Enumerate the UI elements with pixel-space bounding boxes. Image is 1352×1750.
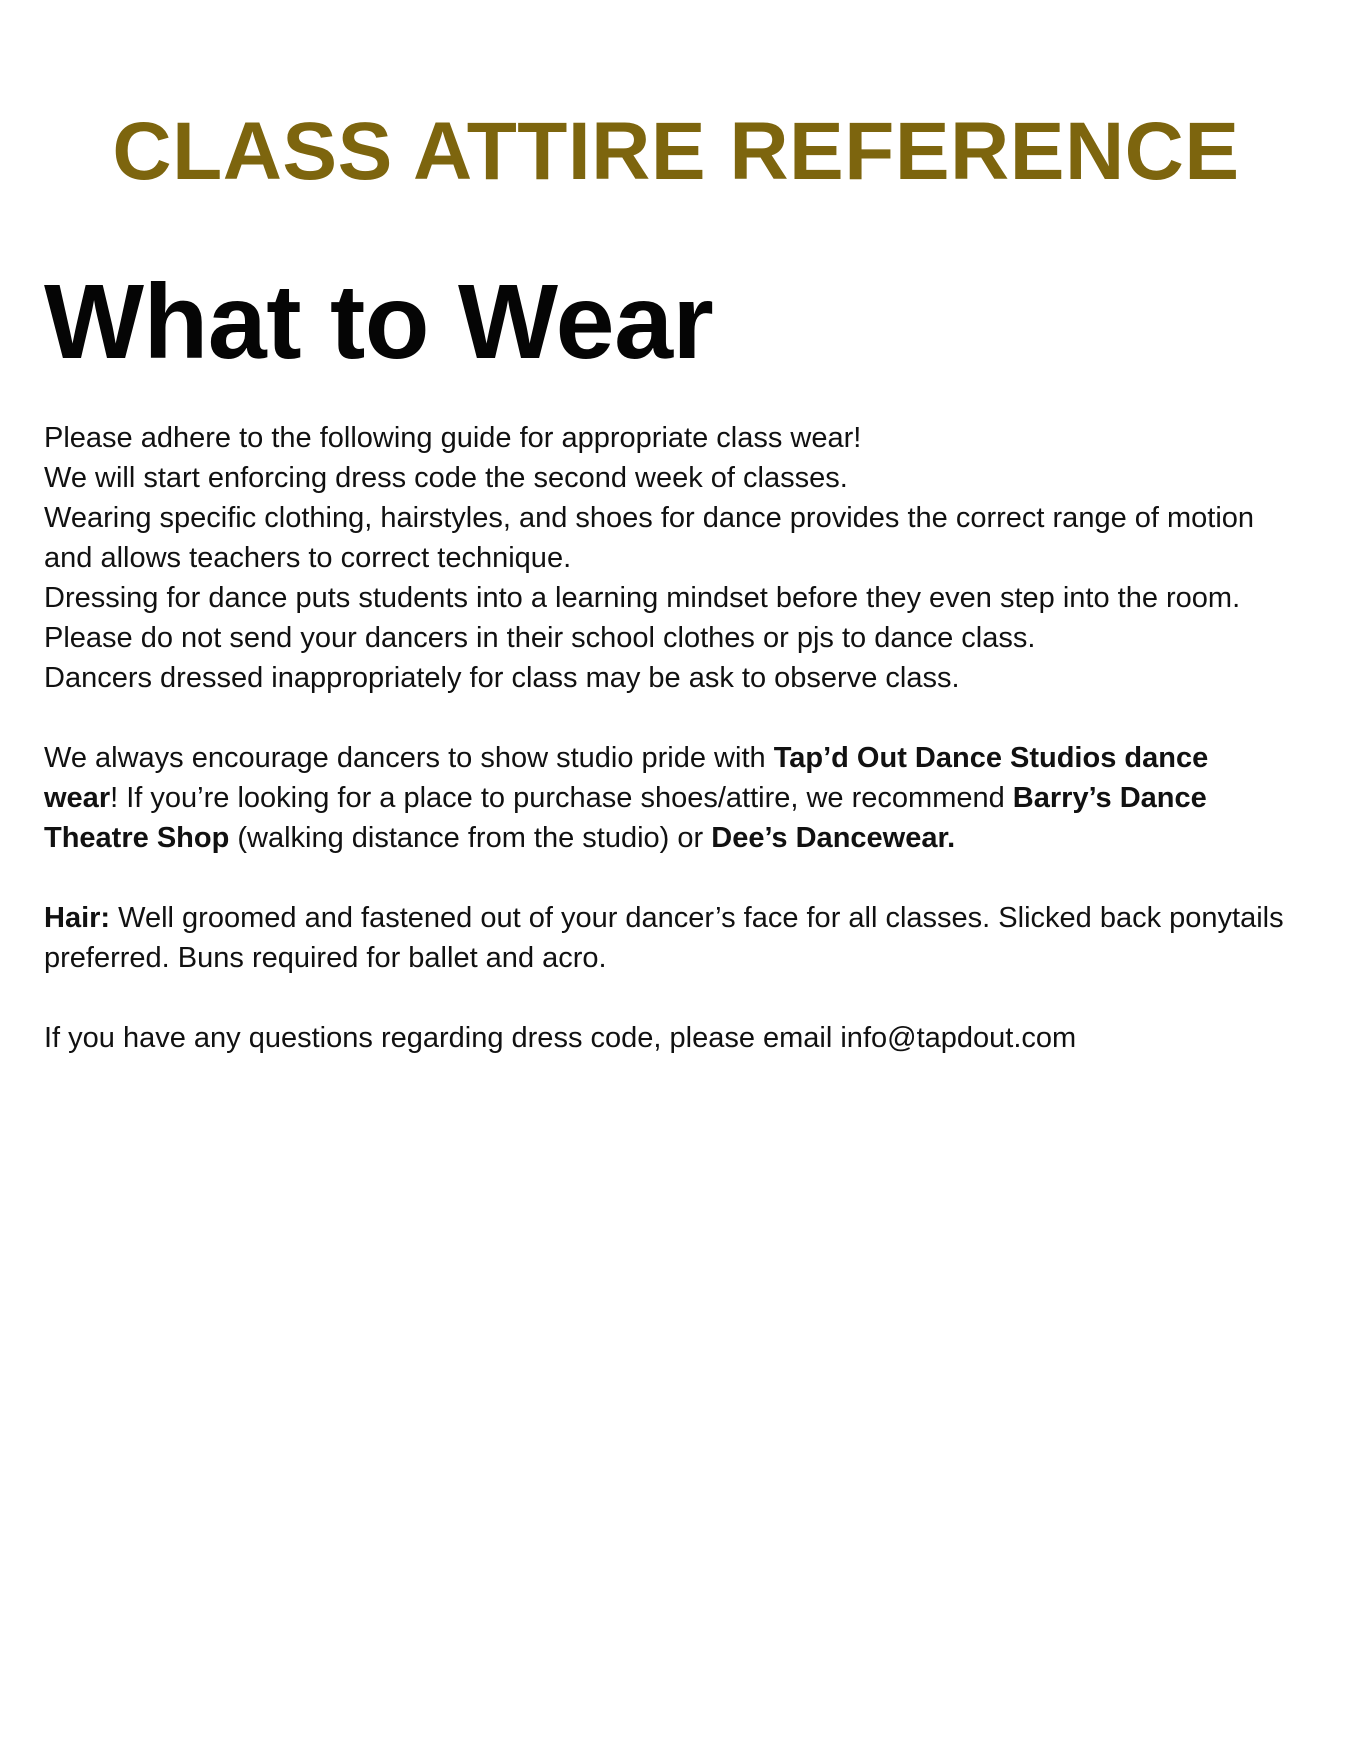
hair-paragraph (44, 898, 1284, 978)
shopping-text: We always encourage dancers to show studio pride with (44, 742, 774, 774)
intro-line: We will start enforcing dress code the second week of classes. (44, 462, 848, 494)
intro-paragraph (44, 418, 1284, 698)
dees-dancewear-name: Dee’s Dancewear. (711, 822, 956, 854)
intro-line: Wearing specific clothing, hairstyles, and shoes for dance provides the correct range of motion and allows teachers to correct technique. (44, 502, 1255, 574)
page-title: What to Wear (44, 263, 714, 381)
contact-paragraph: If you have any questions regarding dress code, please email info@tapdout.com (44, 1022, 1077, 1054)
hair-text: Well groomed and fastened out of your dancer’s face for all classes. Slicked back ponytails preferred. Buns required for ballet and acro. (44, 902, 1284, 974)
paragraph-spacer (44, 978, 1284, 1018)
document-body (44, 418, 1284, 1058)
intro-line: Please adhere to the following guide for appropriate class wear! (44, 422, 862, 454)
hair-label: Hair: (44, 902, 111, 934)
document-header: CLASS ATTIRE REFERENCE (112, 106, 1240, 197)
intro-line: Dancers dressed inappropriately for class may be ask to observe class. (44, 662, 960, 694)
paragraph-spacer (44, 858, 1284, 898)
shopping-text: ! If you’re looking for a place to purchase shoes/attire, we recommend (110, 782, 1013, 814)
paragraph-spacer (44, 698, 1284, 738)
shopping-text: (walking distance from the studio) or (229, 822, 712, 854)
shopping-paragraph (44, 738, 1284, 858)
studio-wear-name: Tap’d Out Dance Studios dance wear (44, 742, 1209, 814)
intro-line: Dressing for dance puts students into a learning mindset before they even step into the room. Please do not send your dancers in their school clothes or pjs to dance class. (44, 582, 1241, 654)
barrys-shop-name: Barry’s Dance Theatre Shop (44, 782, 1207, 854)
